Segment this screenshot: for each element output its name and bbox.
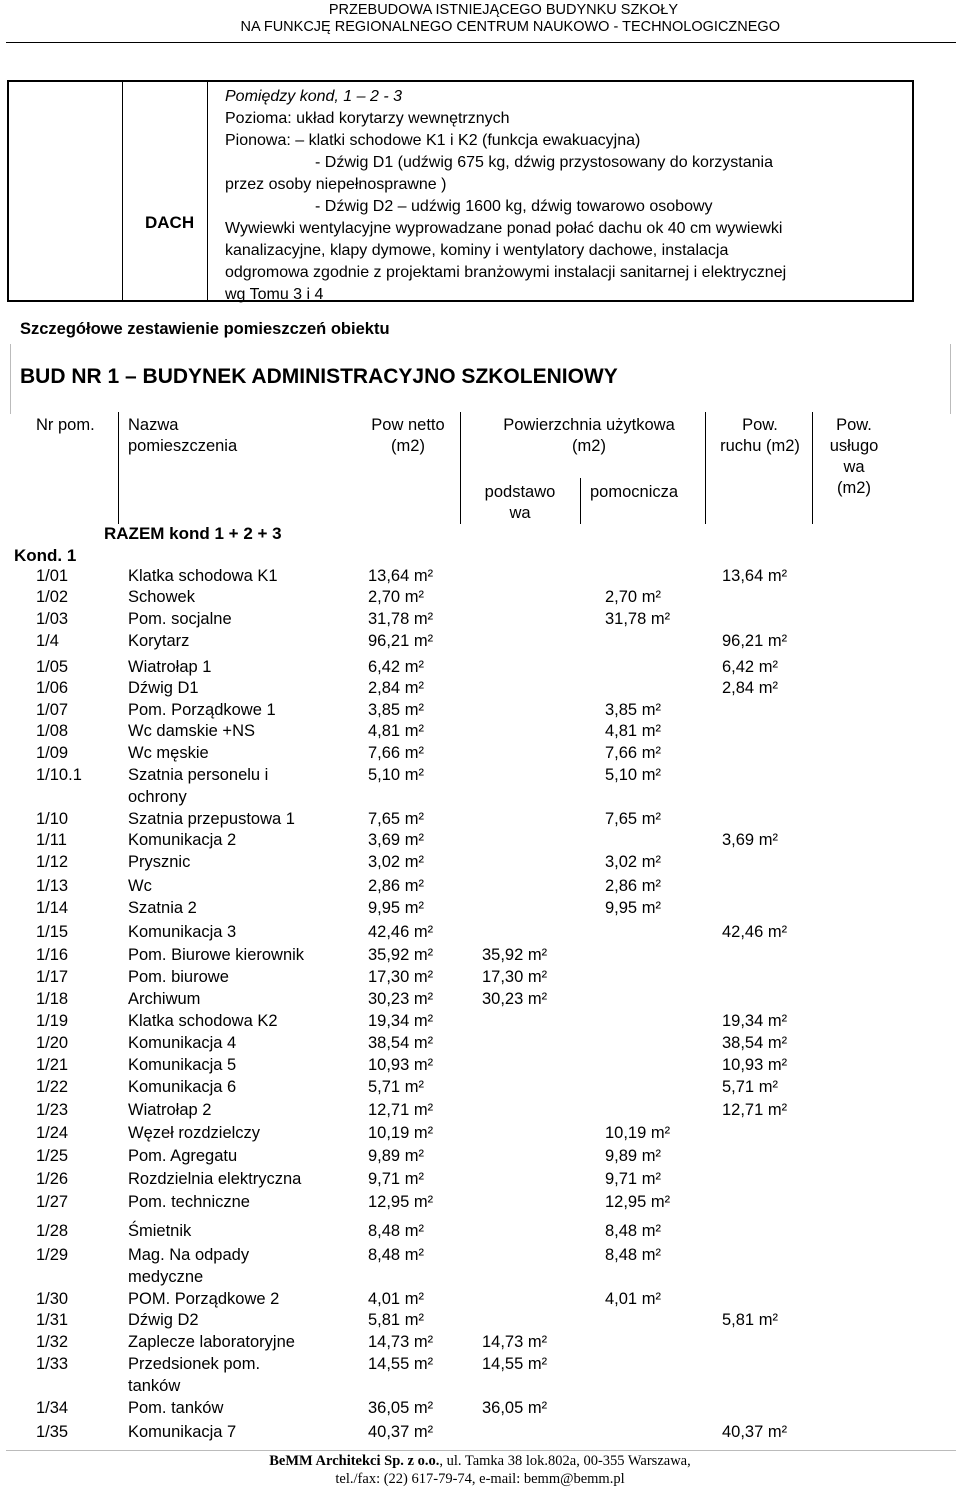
traffic-area: 40,37 m² — [722, 1423, 788, 1441]
room-name: Komunikacja 5 — [128, 1056, 237, 1074]
room-number: 1/24 — [36, 1124, 69, 1142]
room-name: Przedsionek pom. — [128, 1355, 261, 1373]
room-number: 1/22 — [36, 1078, 69, 1096]
header-net-line: (m2) — [391, 437, 425, 455]
net-area: 10,19 m² — [368, 1124, 434, 1142]
table-row — [0, 1193, 960, 1215]
room-name: Pom. Biurowe kierownik — [128, 946, 305, 964]
room-name: Pom. tanków — [128, 1399, 224, 1417]
room-name: Szatnia 2 — [128, 899, 197, 917]
room-name: Klatka schodowa K1 — [128, 567, 278, 585]
table-row — [0, 1078, 960, 1100]
aux-area: 9,71 m² — [605, 1170, 661, 1188]
traffic-area: 6,42 m² — [722, 658, 778, 676]
net-area: 42,46 m² — [368, 923, 434, 941]
room-name: Węzeł rozdzielczy — [128, 1124, 261, 1142]
net-area: 5,81 m² — [368, 1311, 424, 1329]
table-row — [0, 567, 960, 589]
table-row — [0, 588, 960, 610]
table-row — [0, 1246, 960, 1286]
dach-line: kanalizacyjne, klapy dymowe, kominy i wentylatory dachowe, instalacja — [225, 242, 729, 259]
table-row — [0, 1101, 960, 1123]
table-row — [0, 1355, 960, 1395]
room-number: 1/26 — [36, 1170, 69, 1188]
room-name: Dźwig D1 — [128, 679, 199, 697]
room-name: Wc męskie — [128, 744, 209, 762]
header-service-line: Pow. — [836, 416, 872, 434]
dach-line: - Dźwig D2 – udźwig 1600 kg, dźwig towarowo osobowy — [315, 198, 713, 215]
dach-line: Pomiędzy kond, 1 – 2 - 3 — [225, 88, 402, 105]
header-divider — [6, 42, 956, 43]
net-area: 14,73 m² — [368, 1333, 434, 1351]
table-row — [0, 658, 960, 680]
header-service-line: wa — [843, 458, 865, 476]
room-name: Pom. techniczne — [128, 1193, 250, 1211]
room-number: 1/01 — [36, 567, 69, 585]
dach-table — [7, 80, 914, 302]
room-name-continued: medyczne — [128, 1268, 204, 1286]
room-number: 1/29 — [36, 1246, 69, 1264]
room-number: 1/32 — [36, 1333, 69, 1351]
room-name: Klatka schodowa K2 — [128, 1012, 278, 1030]
net-area: 38,54 m² — [368, 1034, 434, 1052]
traffic-area: 5,81 m² — [722, 1311, 778, 1329]
header-usable-line: (m2) — [572, 437, 606, 455]
net-area: 19,34 m² — [368, 1012, 434, 1030]
traffic-area: 96,21 m² — [722, 632, 788, 650]
header-usable — [470, 415, 708, 457]
room-number: 1/03 — [36, 610, 69, 628]
room-name: Komunikacja 4 — [128, 1034, 237, 1052]
header-nr: Nr pom. — [36, 416, 95, 434]
net-area: 3,02 m² — [368, 853, 424, 871]
room-number: 1/07 — [36, 701, 69, 719]
table-row — [0, 701, 960, 723]
room-name: Komunikacja 3 — [128, 923, 237, 941]
basic-area: 35,92 m² — [482, 946, 548, 964]
dach-label: DACH — [145, 213, 195, 232]
table-row — [0, 990, 960, 1012]
aux-area: 2,86 m² — [605, 877, 661, 895]
room-name-continued: tanków — [128, 1377, 181, 1395]
basic-area: 30,23 m² — [482, 990, 548, 1008]
aux-area: 31,78 m² — [605, 610, 671, 628]
room-name: POM. Porządkowe 2 — [128, 1290, 280, 1308]
header-service-line: usługo — [829, 437, 879, 455]
net-area: 12,71 m² — [368, 1101, 434, 1119]
document-footer — [0, 1452, 960, 1488]
room-number: 1/10 — [36, 810, 69, 828]
table-row — [0, 1056, 960, 1078]
room-name: Mag. Na odpady — [128, 1246, 250, 1264]
room-name: Rozdzielnia elektryczna — [128, 1170, 302, 1188]
dach-line: - Dźwig D1 (udźwig 675 kg, dźwig przystosowany do korzystania — [315, 154, 773, 171]
room-number: 1/13 — [36, 877, 69, 895]
dach-line: Pionowa: – klatki schodowe K1 i K2 (funkcja ewakuacyjna) — [225, 132, 641, 149]
room-number: 1/02 — [36, 588, 69, 606]
room-name: Dźwig D2 — [128, 1311, 199, 1329]
room-number: 1/08 — [36, 722, 69, 740]
frame-left — [10, 344, 11, 414]
building-title: BUD NR 1 – BUDYNEK ADMINISTRACYJNO SZKOLENIOWY — [20, 365, 618, 388]
table-row — [0, 1147, 960, 1169]
column-rule — [705, 412, 706, 524]
aux-area: 8,48 m² — [605, 1246, 661, 1264]
net-area: 5,71 m² — [368, 1078, 424, 1096]
net-area: 7,65 m² — [368, 810, 424, 828]
net-area: 30,23 m² — [368, 990, 434, 1008]
aux-area: 10,19 m² — [605, 1124, 671, 1142]
header-traffic — [712, 415, 808, 457]
room-number: 1/18 — [36, 990, 69, 1008]
table-row — [0, 1423, 960, 1445]
column-rule — [812, 412, 813, 524]
aux-area: 5,10 m² — [605, 766, 661, 784]
net-area: 96,21 m² — [368, 632, 434, 650]
room-number: 1/10.1 — [36, 766, 82, 784]
net-area: 7,66 m² — [368, 744, 424, 762]
razem-label: RAZEM kond 1 + 2 + 3 — [104, 524, 282, 543]
header-service-line: (m2) — [837, 479, 871, 497]
room-number: 1/30 — [36, 1290, 69, 1308]
room-number: 1/25 — [36, 1147, 69, 1165]
traffic-area: 42,46 m² — [722, 923, 788, 941]
header-usable-line: Powierzchnia użytkowa — [503, 416, 675, 434]
footer-contact: tel./fax: (22) 617-79-74, e-mail: bemm@bemm.pl — [335, 1471, 625, 1487]
net-area: 36,05 m² — [368, 1399, 434, 1417]
room-number: 1/17 — [36, 968, 69, 986]
room-name: Pom. socjalne — [128, 610, 232, 628]
traffic-area: 10,93 m² — [722, 1056, 788, 1074]
net-area: 9,89 m² — [368, 1147, 424, 1165]
header-name-line: Nazwa — [128, 416, 179, 434]
kond-label: Kond. 1 — [14, 546, 77, 565]
table-row — [0, 1290, 960, 1312]
traffic-area: 19,34 m² — [722, 1012, 788, 1030]
dach-line: Wywiewki wentylacyjne wyprowadzane ponad połać dachu ok 40 cm wywiewki — [225, 220, 783, 237]
room-number: 1/33 — [36, 1355, 69, 1373]
dach-column-divider-1 — [122, 82, 123, 300]
net-area: 8,48 m² — [368, 1222, 424, 1240]
traffic-area: 13,64 m² — [722, 567, 788, 585]
table-row — [0, 744, 960, 766]
aux-area: 3,85 m² — [605, 701, 661, 719]
dach-line: Pozioma: układ korytarzy wewnętrznych — [225, 110, 510, 127]
net-area: 31,78 m² — [368, 610, 434, 628]
table-row — [0, 1333, 960, 1355]
header-net-line: Pow netto — [371, 416, 445, 434]
footer-address: , ul. Tamka 38 lok.802a, 00-355 Warszawa, — [439, 1453, 691, 1469]
table-row — [0, 1399, 960, 1421]
room-name: Schowek — [128, 588, 195, 606]
room-name: Szatnia personelu i — [128, 766, 269, 784]
aux-area: 9,89 m² — [605, 1147, 661, 1165]
net-area: 8,48 m² — [368, 1246, 424, 1264]
traffic-area: 12,71 m² — [722, 1101, 788, 1119]
aux-area: 7,66 m² — [605, 744, 661, 762]
header-basic — [478, 482, 562, 524]
aux-area: 7,65 m² — [605, 810, 661, 828]
table-row — [0, 1124, 960, 1146]
traffic-area: 5,71 m² — [722, 1078, 778, 1096]
table-row — [0, 766, 960, 806]
dach-column-divider-2 — [207, 82, 208, 300]
room-name: Wiatrołap 1 — [128, 658, 212, 676]
room-name: Prysznic — [128, 853, 191, 871]
header-traffic-line: ruchu (m2) — [720, 437, 800, 455]
traffic-area: 2,84 m² — [722, 679, 778, 697]
room-number: 1/15 — [36, 923, 69, 941]
table-row — [0, 831, 960, 853]
table-row — [0, 1170, 960, 1192]
basic-area: 14,55 m² — [482, 1355, 548, 1373]
room-number: 1/09 — [36, 744, 69, 762]
room-name: Wc — [128, 877, 152, 895]
net-area: 4,01 m² — [368, 1290, 424, 1308]
aux-area: 3,02 m² — [605, 853, 661, 871]
room-name: Komunikacja 7 — [128, 1423, 237, 1441]
table-row — [0, 968, 960, 990]
table-row — [0, 1012, 960, 1034]
net-area: 17,30 m² — [368, 968, 434, 986]
table-row — [0, 899, 960, 921]
header-name-line: pomieszczenia — [128, 437, 238, 455]
room-name: Archiwum — [128, 990, 201, 1008]
basic-area: 14,73 m² — [482, 1333, 548, 1351]
table-row — [0, 722, 960, 744]
net-area: 2,86 m² — [368, 877, 424, 895]
header-basic-line: podstawo — [484, 483, 556, 501]
room-name: Wc damskie +NS — [128, 722, 255, 740]
section-title: Szczegółowe zestawienie pomieszczeń obiektu — [20, 320, 390, 338]
frame-right — [950, 344, 951, 414]
room-number: 1/23 — [36, 1101, 69, 1119]
room-name: Komunikacja 6 — [128, 1078, 237, 1096]
room-number: 1/27 — [36, 1193, 69, 1211]
header-traffic-line: Pow. — [742, 416, 778, 434]
room-number: 1/28 — [36, 1222, 69, 1240]
table-row — [0, 1034, 960, 1056]
table-row — [0, 923, 960, 945]
room-number: 1/14 — [36, 899, 69, 917]
aux-area: 2,70 m² — [605, 588, 661, 606]
room-number: 1/16 — [36, 946, 69, 964]
header-net — [363, 415, 453, 457]
dach-line: odgromowa zgodnie z projektami branżowymi instalacji sanitarnej i elektrycznej — [225, 264, 787, 281]
room-number: 1/19 — [36, 1012, 69, 1030]
table-row — [0, 632, 960, 654]
traffic-area: 38,54 m² — [722, 1034, 788, 1052]
column-rule — [580, 478, 581, 524]
column-rule — [460, 412, 461, 524]
basic-area: 17,30 m² — [482, 968, 548, 986]
header-aux: pomocnicza — [590, 483, 679, 501]
room-name: Śmietnik — [128, 1222, 192, 1240]
room-name: Korytarz — [128, 632, 190, 650]
net-area: 10,93 m² — [368, 1056, 434, 1074]
net-area: 12,95 m² — [368, 1193, 434, 1211]
table-row — [0, 610, 960, 632]
net-area: 2,70 m² — [368, 588, 424, 606]
header-basic-line: wa — [509, 504, 531, 522]
table-row — [0, 1311, 960, 1333]
column-rule — [118, 412, 119, 524]
dach-description — [225, 86, 911, 306]
room-number: 1/20 — [36, 1034, 69, 1052]
aux-area: 4,81 m² — [605, 722, 661, 740]
dach-line: przez osoby niepełnosprawne ) — [225, 176, 447, 193]
net-area: 9,71 m² — [368, 1170, 424, 1188]
room-name: Pom. Porządkowe 1 — [128, 701, 276, 719]
net-area: 5,10 m² — [368, 766, 424, 784]
header-line-1: PRZEBUDOWA ISTNIEJĄCEGO BUDYNKU SZKOŁY — [328, 2, 678, 18]
net-area: 35,92 m² — [368, 946, 434, 964]
dach-line: wg Tomu 3 i 4 — [225, 286, 324, 303]
room-number: 1/4 — [36, 632, 59, 650]
net-area: 4,81 m² — [368, 722, 424, 740]
header-line-2: NA FUNKCJĘ REGIONALNEGO CENTRUM NAUKOWO - TECHNOLOGICZNEGO — [240, 19, 780, 35]
room-name: Szatnia przepustowa 1 — [128, 810, 295, 828]
room-number: 1/21 — [36, 1056, 69, 1074]
header-service — [818, 415, 890, 499]
table-row — [0, 946, 960, 968]
header-name — [128, 415, 237, 457]
net-area: 40,37 m² — [368, 1423, 434, 1441]
net-area: 9,95 m² — [368, 899, 424, 917]
room-number: 1/31 — [36, 1311, 69, 1329]
net-area: 3,69 m² — [368, 831, 424, 849]
net-area: 14,55 m² — [368, 1355, 434, 1373]
table-row — [0, 810, 960, 832]
basic-area: 36,05 m² — [482, 1399, 548, 1417]
table-row — [0, 853, 960, 875]
aux-area: 12,95 m² — [605, 1193, 671, 1211]
aux-area: 4,01 m² — [605, 1290, 661, 1308]
footer-divider — [6, 1450, 956, 1451]
room-name-continued: ochrony — [128, 788, 187, 806]
room-name: Wiatrołap 2 — [128, 1101, 212, 1119]
table-row — [0, 877, 960, 899]
traffic-area: 3,69 m² — [722, 831, 778, 849]
room-name: Pom. Agregatu — [128, 1147, 238, 1165]
footer-company: BeMM Architekci Sp. z o.o. — [269, 1453, 440, 1469]
table-row — [0, 1222, 960, 1244]
net-area: 6,42 m² — [368, 658, 424, 676]
room-number: 1/34 — [36, 1399, 69, 1417]
aux-area: 8,48 m² — [605, 1222, 661, 1240]
room-name: Zaplecze laboratoryjne — [128, 1333, 295, 1351]
table-row — [0, 679, 960, 701]
room-number: 1/12 — [36, 853, 69, 871]
net-area: 3,85 m² — [368, 701, 424, 719]
room-number: 1/06 — [36, 679, 69, 697]
net-area: 13,64 m² — [368, 567, 434, 585]
footer-line-1 — [0, 1452, 960, 1470]
room-number: 1/11 — [36, 831, 67, 849]
room-number: 1/35 — [36, 1423, 69, 1441]
net-area: 2,84 m² — [368, 679, 424, 697]
aux-area: 9,95 m² — [605, 899, 661, 917]
room-name: Pom. biurowe — [128, 968, 229, 986]
room-number: 1/05 — [36, 658, 69, 676]
room-name: Komunikacja 2 — [128, 831, 237, 849]
